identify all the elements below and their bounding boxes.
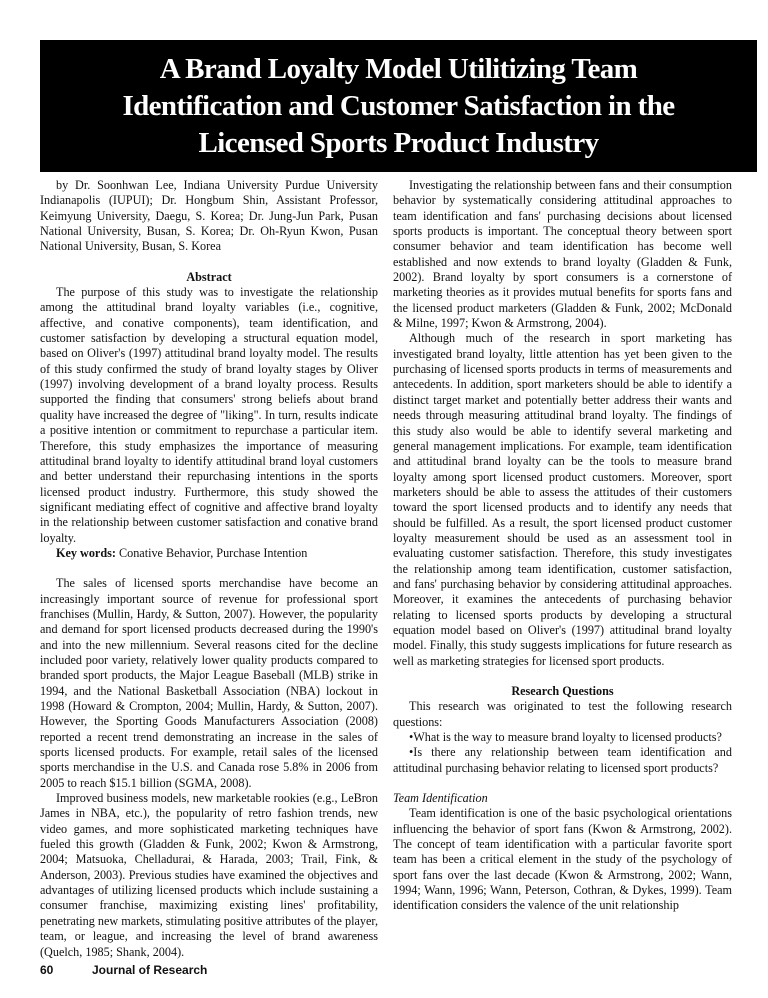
body-paragraph: Improved business models, new marketable rookies (e.g., LeBron James in NBA, etc.), the popularity of retro fashion trends, new video games, and more sophisticated marketing techniques have fueled this growth (Gladden & Funk, 2002; Kwon & Armstrong, 2004; Matsuoka, Chelladurai, & Harada, 2003; Trail, Fink, & Anderson, 2003). Previous studies have examined the objectives and advantages of utilizing licensed products which include sustaining a consumer franchise, maximizing existing lines' profitability, penetrating new markets, stimulating positive attributes of the player, team, or league, and increasing the level of brand awareness (Quelch, 1985; Shank, 2004). [40, 791, 378, 959]
spacer [393, 776, 732, 791]
right-column [393, 178, 732, 914]
page-footer [40, 963, 207, 979]
keywords [40, 546, 378, 561]
journal-name: Journal of Research [92, 963, 208, 977]
body-paragraph: Investigating the relationship between fans and their consumption behavior by systematically considering attitudinal approaches to team identification and fans' purchasing decisions about licensed sports products is important. The conceptual theory between sport consumer behavior and team identification has become well established and now extends to brand loyalty (Gladden & Funk, 2002). Brand loyalty by sport consumers is a cornerstone of marketing theories as it provides mutual benefits for sports fans and the licensed product marketers (Gladden & Funk, 2002; McDonald & Milne, 1997; Kwon & Armstrong, 2004). [393, 178, 732, 331]
abstract-heading: Abstract [186, 269, 232, 284]
body-paragraph: Although much of the research in sport marketing has investigated brand loyalty, little attention has yet been given to the purchasing of licensed sports products in terms of measurements and antecedents. In addition, sport marketers should be able to identify a distinct target market and potentially better address their wants and needs through measuring attitudinal brand loyalty. The findings of this study also would be able to identify several marketing and general management implications. For example, team identification and attitudinal brand loyalty can be the tools to measure brand loyalty among sport licensed product customers. Moreover, sport marketers should be able to assess the attitudes of their customers toward the sport licensed products and to identify any needs that should be fulfilled. As a result, the sport licensed product customer loyalty measurement should be used as an assessment tool in evaluating customer satisfaction. Therefore, this study investigates the relationship among team identification, customer satisfaction, and fans' purchasing behavior by considering attitudinal approaches. Moreover, it examines the antecedents of purchasing behavior relating to licensed sports products by developing a structural equation model based on Oliver's (1997) attitudinal brand loyalty model. Finally, this study suggests implications for future research as well as marketing strategies for licensed sport products. [393, 331, 732, 668]
title-line-3: Licensed Sports Product Industry [198, 126, 599, 159]
research-question-item: •Is there any relationship between team identification and attitudinal purchasing behavior relating to licensed sport products? [393, 745, 732, 775]
keywords-label: Key words: [56, 545, 116, 560]
spacer [393, 669, 732, 684]
research-questions-heading: Research Questions [511, 684, 614, 698]
keywords-value: Conative Behavior, Purchase Intention [115, 545, 308, 560]
title-line-2: Identification and Customer Satisfaction in the [122, 89, 675, 122]
title-line-1: A Brand Loyalty Model Utilitizing Team [159, 52, 638, 85]
spacer [40, 561, 378, 576]
research-question-item: •What is the way to measure brand loyalty to licensed products? [409, 730, 722, 745]
research-questions-intro: This research was originated to test the following research questions: [393, 699, 732, 729]
page-number: 60 [40, 963, 54, 977]
body-paragraph: The sales of licensed sports merchandise have become an increasingly important source of revenue for professional sport franchises (Mullin, Hardy, & Sutton, 2007). However, the popularity and demand for sport licensed products decreased during the 1990's and into the new millennium. Several reasons cited for the decline included poor variety, relatively lower quality products compared to branded sport products, the Major League Baseball (MLB) strike in 1994, and the National Basketball Association (NBA) lockout in 1998 (Howard & Crompton, 2004; Mullin, Hardy, & Sutton, 2007). However, the Sporting Goods Manufacturers Association (2008) reported a recent trend demonstrating an increase in the sales of sports licensed products. For example, retail sales of the licensed sports merchandise in the U.S. and Canada rose 5.8% in 2006 from 2005 to reach $15.1 billion (SGMA, 2008). [40, 576, 378, 790]
team-identification-heading: Team Identification [393, 791, 488, 806]
left-column [40, 178, 378, 960]
abstract-text: The purpose of this study was to investigate the relationship among the attitudinal brand loyalty variables (i.e., cognitive, affective, and conative components), team identification, and customer satisfaction by developing a structural equation model, based on Oliver's (1997) attitudinal brand loyalty model. The results of this study confirmed the study of brand loyalty stages by Oliver (1997) involving development of a brand loyalty process. Results supported the finding that consumers' strong beliefs about brand quality have increased the degree of "liking". In turn, results indicate a positive intention or commitment to repurchase a particular item. Therefore, this study emphasizes the importance of measuring attitudinal brand loyalty to identify attitudinal brand loyal customers and better understand their repurchasing intentions in the sports licensed product industry. Furthermore, this study showed the significant mediating effect of cognitive and affective brand loyalty in the relationship between customer satisfaction and conative brand loyalty. [40, 285, 378, 545]
title-banner [40, 40, 757, 172]
spacer [40, 255, 378, 270]
team-identification-text: Team identification is one of the basic psychological orientations influencing the behavior of sport fans (Kwon & Armstrong, 2002). The concept of team identification with a particular favorite sport team has been a critical element in the study of the psychology of sport fans over the last decade (Kwon & Armstrong, 2002; Wann, 1994; Wann, 1996; Wann, Peterson, Cothran, & Dykes, 1999). Team identification considers the valence of the unit relationship [393, 806, 732, 913]
author-info: by Dr. Soonhwan Lee, Indiana University Purdue University Indianapolis (IUPUI); Dr. Hongbum Shin, Assistant Professor, Keimyung University, Daegu, S. Korea; Dr. Jung-Jun Park, Pusan National University, Busan, S. Korea; Dr. Oh-Ryun Kwon, Pusan National University, Busan, S. Korea [40, 178, 378, 254]
